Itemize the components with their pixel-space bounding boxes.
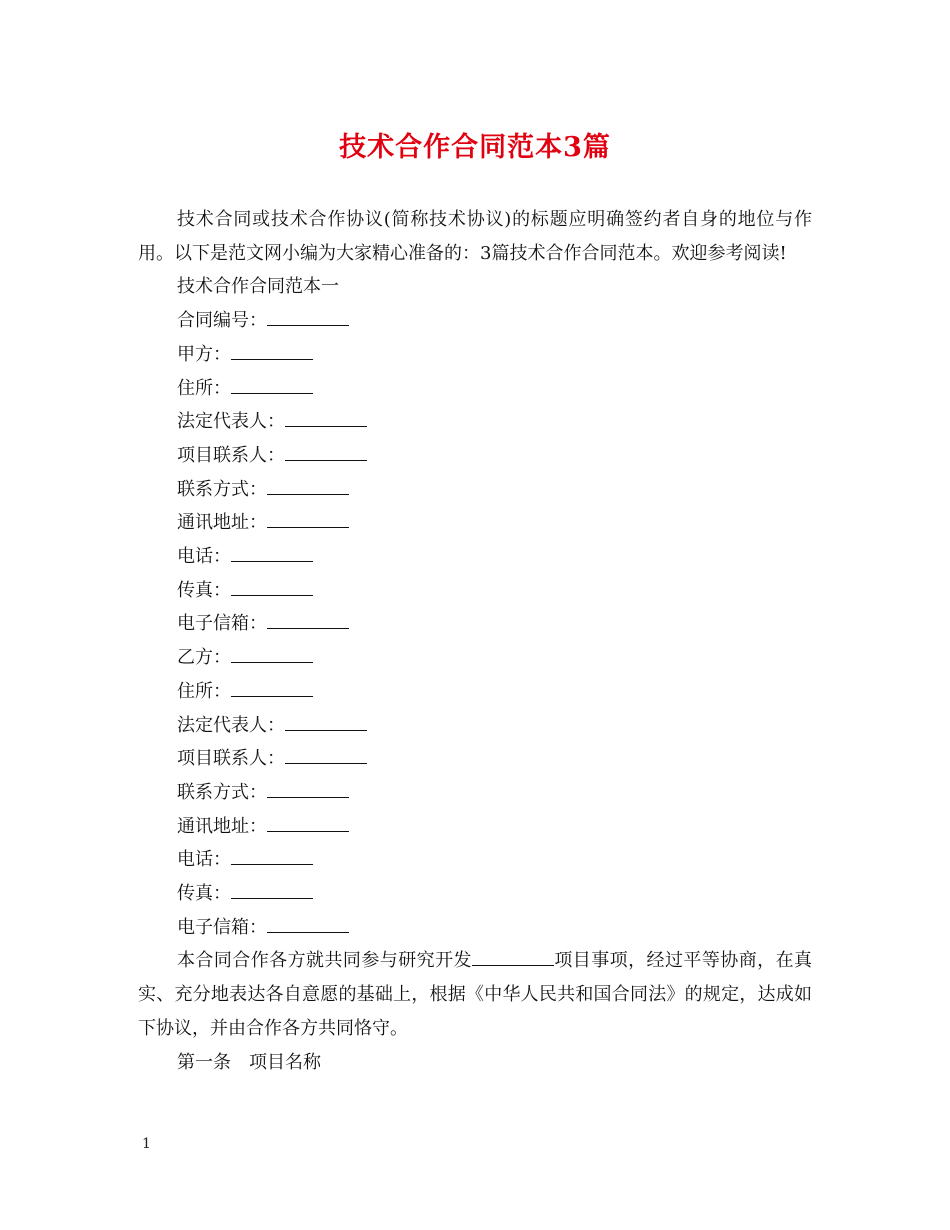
agreement-text-start: 本合同合作各方就共同参与研究开发 (177, 950, 472, 972)
party-b-legal-rep-blank (285, 711, 367, 731)
party-a-fax-field (138, 574, 812, 608)
project-name-blank (472, 947, 554, 966)
party-a-phone-label: 电话： (177, 546, 231, 568)
party-b-legal-rep-field (138, 709, 812, 743)
party-b-project-contact-label: 项目联系人： (177, 748, 285, 770)
party-b-address-field (138, 675, 812, 709)
agreement-paragraph (138, 944, 812, 1045)
article-1-heading: 第一条 项目名称 (177, 1051, 321, 1073)
party-b-email-label: 电子信箱： (177, 916, 267, 938)
party-b-fax-field (138, 877, 812, 911)
party-b-blank (231, 643, 313, 663)
party-b-phone-blank (231, 845, 313, 865)
party-a-fax-label: 传真： (177, 579, 231, 601)
party-b-fax-label: 传真： (177, 883, 231, 905)
party-b-field (138, 641, 812, 675)
party-b-mailing-address-blank (267, 812, 349, 832)
party-a-legal-rep-blank (285, 407, 367, 427)
contract-number-label: 合同编号： (177, 310, 267, 332)
party-a-phone-field (138, 540, 812, 574)
party-a-field (138, 338, 812, 372)
party-a-label: 甲方： (177, 343, 231, 365)
party-a-legal-rep-field (138, 405, 812, 439)
page-number: 1 (142, 1136, 151, 1152)
party-a-address-blank (231, 374, 313, 394)
agreement-text-end: 项目事项，经过平等协商，在真实、充分地表达各自意愿的基础上，根据《中华人民共和国合同法》的规定，达成如下协议，并由合作各方共同恪守。 (138, 950, 813, 1039)
party-b-email-blank (267, 913, 349, 933)
party-b-label: 乙方： (177, 647, 231, 669)
contract-number-field (138, 304, 812, 338)
party-b-legal-rep-label: 法定代表人： (177, 714, 285, 736)
party-a-contact-method-label: 联系方式： (177, 478, 267, 500)
party-a-address-label: 住所： (177, 377, 231, 399)
party-b-contact-method-field (138, 776, 812, 810)
party-a-email-label: 电子信箱： (177, 613, 267, 635)
party-a-contact-method-blank (267, 475, 349, 495)
party-a-email-field (138, 607, 812, 641)
document-body (138, 203, 812, 1079)
party-a-mailing-address-label: 通讯地址： (177, 512, 267, 534)
party-b-email-field (138, 911, 812, 945)
party-a-email-blank (267, 609, 349, 629)
party-b-phone-label: 电话： (177, 849, 231, 871)
party-b-address-label: 住所： (177, 680, 231, 702)
party-a-project-contact-label: 项目联系人： (177, 444, 285, 466)
section-heading-text: 技术合作合同范本一 (177, 276, 339, 298)
party-a-blank (231, 340, 313, 360)
intro-paragraph: 技术合同或技术合作协议(简称技术协议)的标题应明确签约者自身的地位与作用。以下是范文网小编为大家精心准备的：3篇技术合作合同范本。欢迎参考阅读! (138, 209, 812, 264)
party-b-project-contact-blank (285, 744, 367, 764)
party-a-mailing-address-field (138, 506, 812, 540)
party-a-contact-method-field (138, 473, 812, 507)
document-title: 技术合作合同范本3篇 (339, 132, 611, 163)
section-heading (138, 270, 812, 304)
party-b-contact-method-blank (267, 778, 349, 798)
party-b-mailing-address-field (138, 810, 812, 844)
party-b-project-contact-field (138, 742, 812, 776)
party-a-project-contact-blank (285, 441, 367, 461)
party-a-phone-blank (231, 542, 313, 562)
party-a-fax-blank (231, 576, 313, 596)
party-a-mailing-address-blank (267, 508, 349, 528)
party-a-project-contact-field (138, 439, 812, 473)
party-b-fax-blank (231, 879, 313, 899)
party-b-contact-method-label: 联系方式： (177, 781, 267, 803)
party-b-address-blank (231, 677, 313, 697)
party-b-mailing-address-label: 通讯地址： (177, 815, 267, 837)
party-b-phone-field (138, 843, 812, 877)
contract-number-blank (267, 306, 349, 326)
party-a-address-field (138, 372, 812, 406)
party-a-legal-rep-label: 法定代表人： (177, 411, 285, 433)
